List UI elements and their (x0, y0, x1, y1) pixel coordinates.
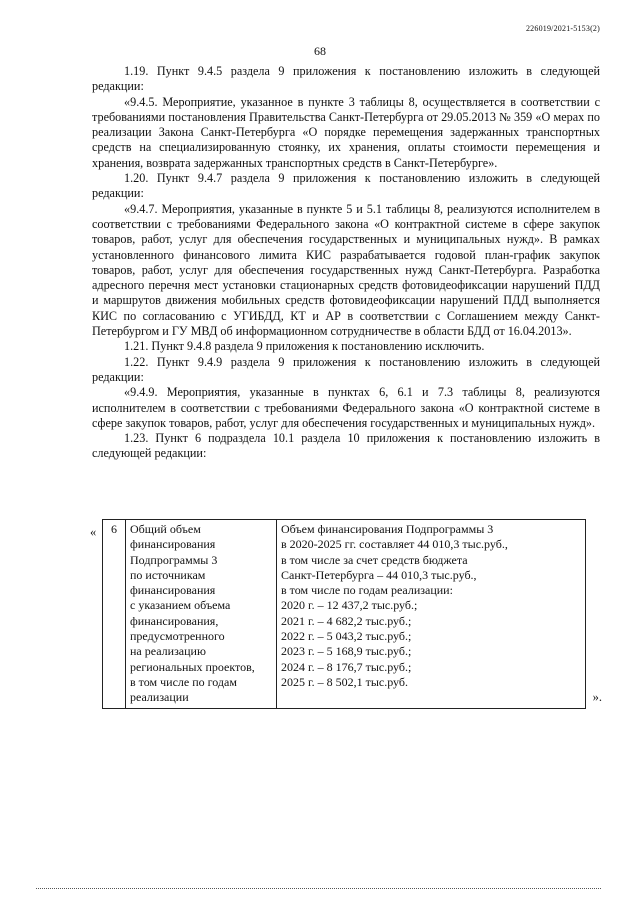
label-line: с указанием объема (130, 598, 231, 613)
value-line-2025: 2025 г. – 8 502,1 тыс.руб. (281, 674, 408, 689)
paragraph-1-20: 1.20. Пункт 9.4.7 раздела 9 приложения к постановлению изложить в следующей редакции: (92, 171, 600, 201)
value-line: Объем финансирования Подпрограммы 3 (281, 522, 494, 536)
label-line: региональных проектов, (130, 659, 255, 674)
label-line: финансирования (130, 583, 216, 598)
value-line: в 2020-2025 гг. составляет 44 010,3 тыс.руб., (281, 537, 508, 552)
label-line: Подпрограммы 3 (130, 552, 218, 567)
table-open-quote: « (90, 525, 97, 539)
paragraph-1-19: 1.19. Пункт 9.4.5 раздела 9 приложения к постановлению изложить в следующей редакции: (92, 64, 600, 94)
table-row (103, 520, 586, 709)
value-line-2023: 2023 г. – 5 168,9 тыс.руб.; (281, 644, 412, 659)
subprogram-funding-table (102, 519, 586, 709)
paragraph-9-4-5: «9.4.5. Мероприятие, указанное в пункте 3 таблицы 8, осуществляется в соответствии с требованиями постановления Правительства Санкт-Петербурга от 29.05.2013 № 359 «О мерах по реализации Закона Санкт-Петербурга «О порядке перемещения задержанных транспортных средств на специализированную стоянку, их хранения, оплаты стоимости перемещения и хранения, возврата задержанных транспортных средств в Санкт-Петербурге». (92, 94, 600, 170)
document-body (92, 64, 600, 462)
label-line: финансирования (130, 537, 216, 552)
value-line-2024: 2024 г. – 8 176,7 тыс.руб.; (281, 659, 412, 674)
paragraph-1-22: 1.22. Пункт 9.4.9 раздела 9 приложения к постановлению изложить в следующей редакции: (92, 354, 600, 384)
label-line: по источникам (130, 567, 206, 582)
label-line: предусмотренного (130, 629, 225, 644)
value-line: в том числе по годам реализации: (281, 583, 453, 598)
subprogram-funding-table-block (92, 519, 600, 709)
paragraph-9-4-7: «9.4.7. Мероприятия, указанные в пункте 5 и 5.1 таблицы 8, реализуются исполнителем в соответствии с требованиями Федерального закона «О контрактной системе в сфере закупок товаров, работ, услуг для обеспечения государственных и муниципальных нужд». В рамках установленного финансового лимита КИС разрабатывается годовой план-график закупок товаров, работ, услуг для обеспечения государственных нужд Санкт-Петербурга. Разработка адресного перечня мест установки стационарных средств фотовидеофиксации нарушений ПДД и маршрутов движения мобильных средств фотовидеофиксации нарушений ПДД выполняется КИС по согласованию с УГИБДД, КТ и АР в соответствии с Соглашением между Санкт-Петербургом и ГУ МВД об информационном сотрудничестве в области БДД от 16.04.2013». (92, 201, 600, 339)
value-line-2021: 2021 г. – 4 682,2 тыс.руб.; (281, 613, 412, 628)
label-line: финансирования, (130, 613, 219, 628)
page-number: 68 (314, 44, 326, 58)
value-cell (277, 520, 586, 709)
row-number-cell: 6 (103, 520, 126, 709)
value-line-2020: 2020 г. – 12 437,2 тыс.руб.; (281, 598, 418, 613)
paragraph-1-21: 1.21. Пункт 9.4.8 раздела 9 приложения к постановлению исключить. (124, 339, 485, 354)
value-line: Санкт-Петербурга – 44 010,3 тыс.руб., (281, 567, 477, 582)
value-line-2022: 2022 г. – 5 043,2 тыс.руб.; (281, 629, 412, 644)
label-line: Общий объем (130, 522, 201, 536)
value-line: в том числе за счет средств бюджета (281, 552, 468, 567)
paragraph-1-23: 1.23. Пункт 6 подраздела 10.1 раздела 10 приложения к постановлению изложить в следующей редакции: (92, 431, 600, 461)
footer-divider (36, 888, 601, 889)
label-line: реализации (130, 690, 189, 705)
label-line: в том числе по годам (130, 674, 237, 689)
label-line: на реализацию (130, 644, 206, 659)
table-close-quote: ». (592, 690, 602, 704)
label-cell (126, 520, 277, 709)
paragraph-9-4-9: «9.4.9. Мероприятия, указанные в пунктах 6, 6.1 и 7.3 таблицы 8, реализуются исполнителем в соответствии с требованиями Федерального закона «О контрактной системе в сфере закупок товаров, работ, услуг для обеспечения государственных и муниципальных нужд». (92, 385, 600, 430)
document-registration-number: 226019/2021-5153(2) (525, 24, 600, 33)
